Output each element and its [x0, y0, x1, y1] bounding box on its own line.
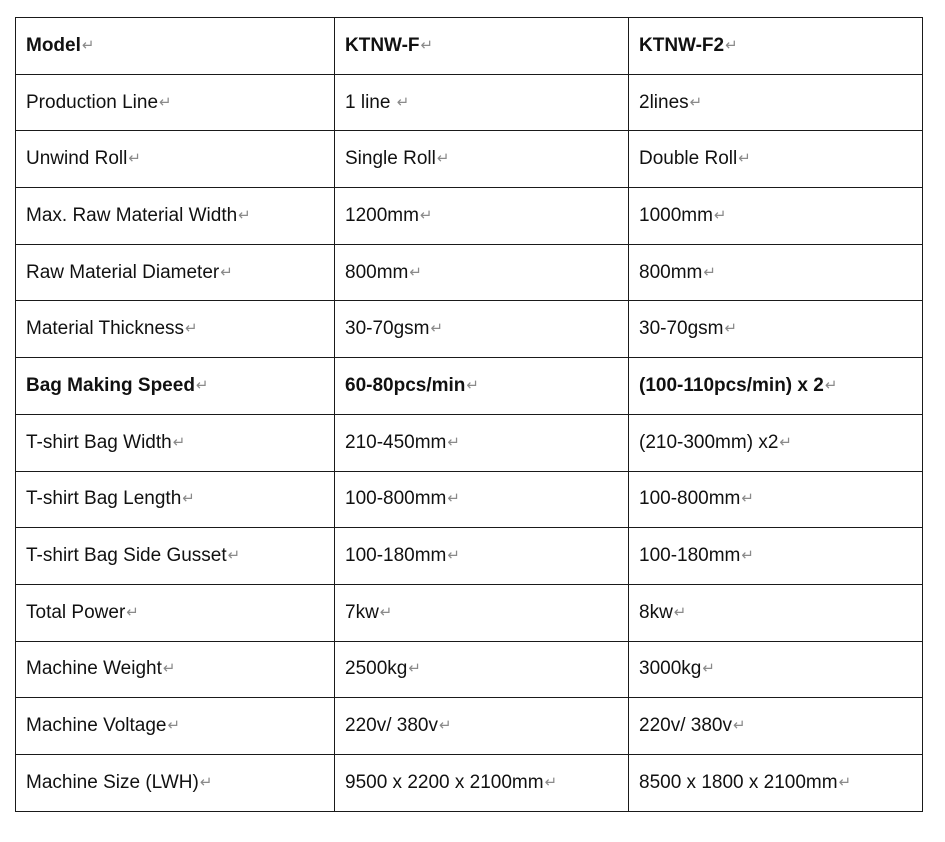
table-row — [16, 754, 923, 811]
ktnw-f2-cell — [629, 528, 923, 585]
cell-text: T-shirt Bag Length — [26, 488, 182, 510]
cell-text: (210-300mm) x2 — [639, 431, 779, 453]
cell-text: 100-180mm — [345, 545, 447, 567]
paragraph-mark-icon: ↵ — [81, 36, 95, 54]
cell-text: 100-800mm — [345, 488, 447, 510]
table-row — [16, 528, 923, 585]
table-row — [16, 584, 923, 641]
ktnw-f-cell — [335, 131, 629, 188]
ktnw-f-cell — [335, 301, 629, 358]
table-row — [16, 358, 923, 415]
paragraph-mark-icon: ↵ — [408, 660, 421, 678]
ktnw-f2-cell — [629, 74, 923, 131]
cell-text: 100-800mm — [639, 488, 741, 510]
cell-text: 2lines — [639, 91, 689, 113]
table-row — [16, 471, 923, 528]
paragraph-mark-icon: ↵ — [162, 660, 176, 678]
spec-label-cell — [16, 641, 335, 698]
paragraph-mark-icon: ↵ — [396, 93, 410, 111]
paragraph-mark-icon: ↵ — [741, 490, 754, 508]
cell-text: 800mm — [639, 261, 703, 283]
cell-text: 1 line — [345, 91, 396, 113]
paragraph-mark-icon: ↵ — [838, 773, 852, 791]
paragraph-mark-icon: ↵ — [419, 206, 433, 224]
cell-text: Machine Voltage — [26, 715, 167, 737]
paragraph-mark-icon: ↵ — [703, 263, 716, 281]
paragraph-mark-icon: ↵ — [159, 93, 172, 111]
cell-text: T-shirt Bag Side Gusset — [26, 545, 227, 567]
paragraph-mark-icon: ↵ — [673, 603, 687, 621]
paragraph-mark-icon: ↵ — [466, 376, 479, 394]
ktnw-f-cell — [335, 471, 629, 528]
cell-text: Single Roll — [345, 148, 436, 170]
spec-label-cell — [16, 584, 335, 641]
spec-label-cell — [16, 358, 335, 415]
paragraph-mark-icon: ↵ — [199, 773, 213, 791]
ktnw-f-cell — [335, 74, 629, 131]
paragraph-mark-icon: ↵ — [741, 547, 754, 565]
ktnw-f2-cell — [629, 188, 923, 245]
paragraph-mark-icon: ↵ — [379, 603, 393, 621]
ktnw-f-cell — [335, 528, 629, 585]
paragraph-mark-icon: ↵ — [725, 36, 738, 54]
spec-label-cell — [16, 528, 335, 585]
paragraph-mark-icon: ↵ — [689, 93, 703, 111]
cell-text: 2500kg — [345, 658, 408, 680]
cell-text: 1000mm — [639, 204, 713, 226]
cell-text: 9500 x 2200 x 2100mm — [345, 771, 544, 793]
paragraph-mark-icon: ↵ — [447, 547, 460, 565]
spec-label-cell — [16, 188, 335, 245]
cell-text: KTNW-F2 — [639, 34, 725, 56]
table-row — [16, 301, 923, 358]
cell-text: (100-110pcs/min) x 2 — [639, 374, 824, 396]
cell-text: 220v/ 380v — [639, 715, 732, 737]
cell-text: T-shirt Bag Width — [26, 431, 172, 453]
paragraph-mark-icon: ↵ — [128, 150, 141, 168]
spec-label-cell — [16, 301, 335, 358]
paragraph-mark-icon: ↵ — [724, 320, 738, 338]
cell-text: Raw Material Diameter — [26, 261, 220, 283]
cell-text: 1200mm — [345, 204, 419, 226]
ktnw-f-cell — [335, 584, 629, 641]
paragraph-mark-icon: ↵ — [732, 717, 746, 735]
cell-text: 210-450mm — [345, 431, 447, 453]
paragraph-mark-icon: ↵ — [702, 660, 715, 678]
paragraph-mark-icon: ↵ — [779, 433, 792, 451]
cell-text: 800mm — [345, 261, 409, 283]
cell-text: Model — [26, 34, 81, 56]
cell-text: 100-180mm — [639, 545, 741, 567]
paragraph-mark-icon: ↵ — [195, 376, 209, 394]
cell-text: Max. Raw Material Width — [26, 204, 238, 226]
table-row — [16, 131, 923, 188]
ktnw-f-cell — [335, 754, 629, 811]
cell-text: 30-70gsm — [345, 318, 430, 340]
ktnw-f2-cell — [629, 358, 923, 415]
paragraph-mark-icon: ↵ — [436, 150, 450, 168]
cell-text: 60-80pcs/min — [345, 374, 466, 396]
paragraph-mark-icon: ↵ — [238, 206, 251, 224]
table-row — [16, 698, 923, 755]
cell-text: Production Line — [26, 91, 159, 113]
paragraph-mark-icon: ↵ — [172, 433, 186, 451]
cell-text: Machine Size (LWH) — [26, 771, 199, 793]
ktnw-f-cell — [335, 244, 629, 301]
spec-label-cell — [16, 244, 335, 301]
paragraph-mark-icon: ↵ — [447, 433, 460, 451]
table-row — [16, 414, 923, 471]
ktnw-f-cell — [335, 414, 629, 471]
spec-label-cell — [16, 131, 335, 188]
spec-label-cell — [16, 74, 335, 131]
ktnw-f2-cell — [629, 584, 923, 641]
table-row — [16, 641, 923, 698]
ktnw-f-cell — [335, 698, 629, 755]
spec-label-cell — [16, 698, 335, 755]
ktnw-f2-cell — [629, 244, 923, 301]
paragraph-mark-icon: ↵ — [185, 320, 198, 338]
paragraph-mark-icon: ↵ — [447, 490, 460, 508]
ktnw-f2-cell — [629, 471, 923, 528]
paragraph-mark-icon: ↵ — [227, 547, 241, 565]
table-header-row — [16, 18, 923, 75]
paragraph-mark-icon: ↵ — [409, 263, 422, 281]
cell-text: Bag Making Speed — [26, 374, 195, 396]
ktnw-f-cell — [335, 188, 629, 245]
paragraph-mark-icon: ↵ — [738, 150, 751, 168]
cell-text: 3000kg — [639, 658, 702, 680]
cell-text: 220v/ 380v — [345, 715, 438, 737]
table-row — [16, 244, 923, 301]
ktnw-f-cell — [335, 18, 629, 75]
cell-text: KTNW-F — [345, 34, 420, 56]
paragraph-mark-icon: ↵ — [220, 263, 233, 281]
paragraph-mark-icon: ↵ — [713, 206, 727, 224]
paragraph-mark-icon: ↵ — [430, 320, 444, 338]
spec-table-body — [16, 18, 923, 812]
spec-label-cell — [16, 18, 335, 75]
table-row — [16, 74, 923, 131]
ktnw-f2-cell — [629, 414, 923, 471]
ktnw-f2-cell — [629, 754, 923, 811]
cell-text: 30-70gsm — [639, 318, 724, 340]
cell-text: Unwind Roll — [26, 148, 128, 170]
cell-text: 8kw — [639, 601, 673, 623]
ktnw-f2-cell — [629, 641, 923, 698]
table-row — [16, 188, 923, 245]
cell-text: 7kw — [345, 601, 379, 623]
ktnw-f-cell — [335, 641, 629, 698]
ktnw-f2-cell — [629, 18, 923, 75]
paragraph-mark-icon: ↵ — [544, 773, 558, 791]
spec-label-cell — [16, 414, 335, 471]
paragraph-mark-icon: ↵ — [126, 603, 139, 621]
spec-label-cell — [16, 754, 335, 811]
cell-text: Total Power — [26, 601, 126, 623]
ktnw-f-cell — [335, 358, 629, 415]
paragraph-mark-icon: ↵ — [438, 717, 452, 735]
ktnw-f2-cell — [629, 301, 923, 358]
ktnw-f2-cell — [629, 698, 923, 755]
cell-text: Material Thickness — [26, 318, 185, 340]
paragraph-mark-icon: ↵ — [420, 36, 434, 54]
cell-text: Double Roll — [639, 148, 738, 170]
paragraph-mark-icon: ↵ — [167, 717, 181, 735]
spec-table — [15, 17, 923, 812]
cell-text: Machine Weight — [26, 658, 162, 680]
ktnw-f2-cell — [629, 131, 923, 188]
spec-label-cell — [16, 471, 335, 528]
paragraph-mark-icon: ↵ — [824, 376, 838, 394]
cell-text: 8500 x 1800 x 2100mm — [639, 771, 838, 793]
paragraph-mark-icon: ↵ — [182, 490, 195, 508]
